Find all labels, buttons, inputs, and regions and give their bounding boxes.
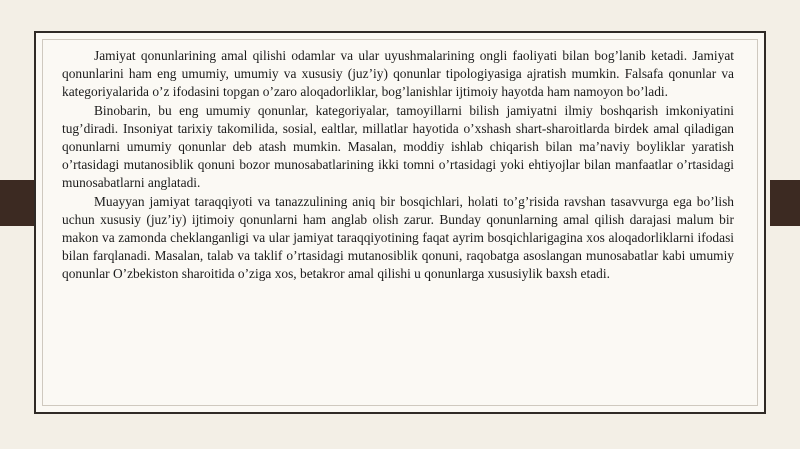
right-decorative-bar xyxy=(770,180,800,226)
paragraph-1: Jamiyat qonunlarining amal qilishi odamlar va ular uyushmalarining ongli faoliyati bilan bog’lanib ketadi. Jamiyat qonunlarini ham eng umumiy, umumiy va xususiy (juz’iy) qonunlar tipologiyasiga ajratish mumkin. Falsafa qonunlar va kategoriyalarida o’z ifodasini topgan o’zaro aloqadorliklar, bog’lanishlar ijtimoiy hayotda ham namoyon bo’ladi. xyxy=(62,48,734,100)
text-card xyxy=(34,31,766,414)
document-body xyxy=(62,47,734,284)
paragraph-3: Muayyan jamiyat taraqqiyoti va tanazzulining aniq bir bosqichlari, holati to’g’risida ravshan tasavvurga ega bo’lish uchun xususiy (juz’iy) ijtimoiy qonunlarni ham anglab olish zarur. Bunday qonunlarning amal qilish darajasi malum bir makon va zamonda cheklanganligi va ular jamiyat taraqqiyotining faqat ayrim bosqichlarigagina xos aloqadorliklarni ifodasi bilan farqlanadi. Masalan, talab va taklif o’rtasidagi mutanosiblik qonuni, raqobatga asoslangan munosabatlar kabi umumiy qonunlar O’zbekiston sharoitida o’ziga xos, betakror amal qilishi u qonunlarga xususiylik baxsh etadi. xyxy=(62,193,734,282)
paragraph-2: Binobarin, bu eng umumiy qonunlar, kategoriyalar, tamoyillarni bilish jamiyatni ilmiy boshqarish imkoniyatini tug’diradi. Insoniyat tarixiy takomilida, sosial, ealtlar, millatlar hayotida o’xshash shart-sharoitlarda birdek amal qiladigan qonunlarni umumiy qonunlar deb atash mumkin. Masalan, moddiy ishlab chiqarish bilan ma’naviy boyliklar yaratish o’rtasidagi mutanosiblik qonuni bozor munosabatlarining ikki tomni o’rtasidagi yoki ehtiyojlar bilan manfaatlar o’rtasidagi munosabatlarni anglatadi. xyxy=(62,102,734,191)
